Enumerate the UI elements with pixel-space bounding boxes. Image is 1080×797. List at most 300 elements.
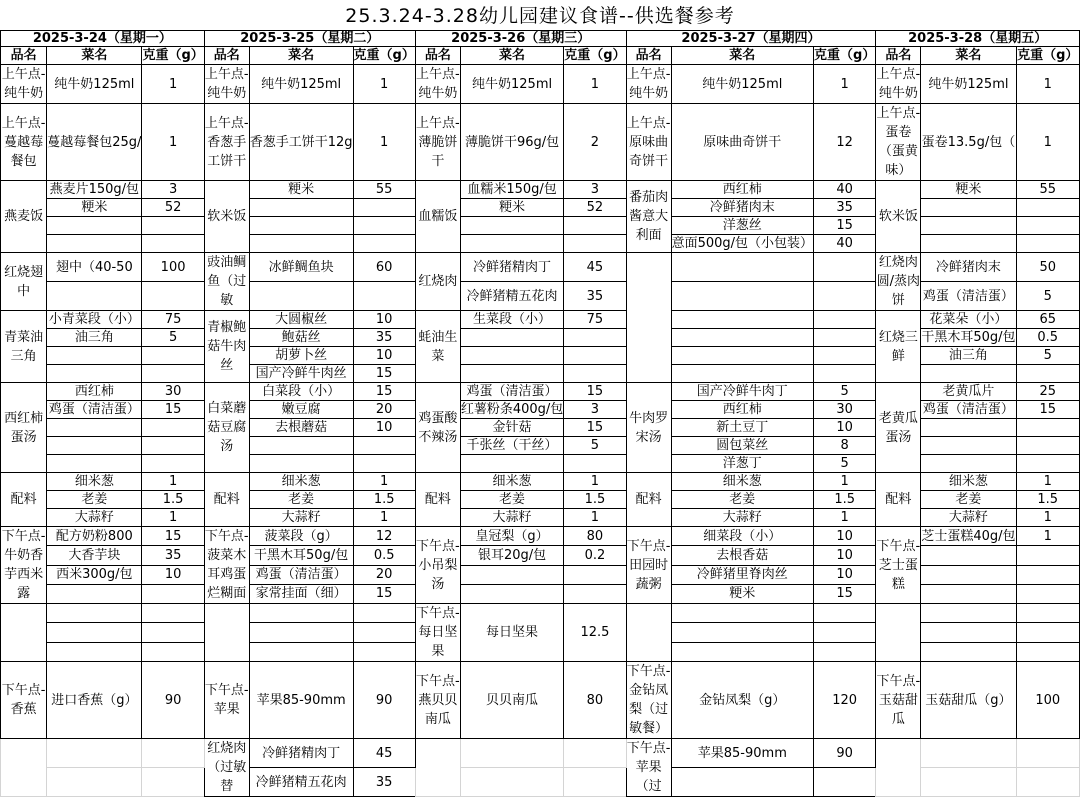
ingredient: 贝贝南瓜 — [460, 662, 563, 739]
ingredient: 纯牛奶125ml — [921, 65, 1016, 104]
dish-name: 下午点-芝士蛋糕 — [876, 527, 921, 604]
ingredient: 嫩豆腐 — [249, 401, 353, 419]
weight: 15 — [353, 584, 415, 603]
weight: 1 — [142, 509, 204, 527]
ingredient — [671, 604, 813, 623]
dish-name: 配料 — [204, 473, 249, 527]
weight: 1 — [564, 509, 626, 527]
dish-name: 上午点-薄脆饼干 — [415, 104, 460, 181]
ingredient — [47, 584, 142, 603]
col-header-ingredient: 菜名 — [460, 47, 563, 65]
ingredient: 大蒜籽 — [921, 509, 1016, 527]
weight: 10 — [353, 419, 415, 437]
empty-cell — [564, 768, 626, 797]
ingredient: 冷鲜猪精五花肉 — [460, 282, 563, 311]
weight: 1 — [353, 509, 415, 527]
col-header-ingredient: 菜名 — [47, 47, 142, 65]
ingredient — [671, 253, 813, 282]
dish-name: 配料 — [415, 473, 460, 527]
dish-name: 上午点-纯牛奶 — [626, 65, 671, 104]
ingredient: 西红柿 — [671, 401, 813, 419]
weight: 15 — [142, 527, 204, 546]
weight: 1 — [142, 473, 204, 491]
ingredient: 西红柿 — [47, 383, 142, 401]
weight: 90 — [353, 662, 415, 739]
ingredient: 白菜段（小） — [249, 383, 353, 401]
empty-cell — [1, 739, 47, 797]
ingredient — [47, 642, 142, 661]
ingredient: 洋葱丁 — [671, 455, 813, 473]
weight — [564, 455, 626, 473]
weight: 0.2 — [564, 546, 626, 565]
weight — [564, 347, 626, 365]
weight: 15 — [142, 401, 204, 419]
menu-row — [1, 311, 1080, 329]
weight: 45 — [564, 253, 626, 282]
dish-name: 配料 — [626, 473, 671, 527]
weight: 1 — [1016, 509, 1079, 527]
ingredient: 意面500g/包（小包装） — [671, 236, 814, 251]
weight — [1016, 623, 1079, 642]
weight: 12.5 — [564, 604, 626, 662]
weight: 10 — [814, 527, 876, 546]
weight — [142, 623, 204, 642]
ingredient: 大香芋块 — [47, 546, 142, 565]
weight — [1016, 584, 1079, 603]
weight: 30 — [814, 401, 876, 419]
empty-cell — [626, 253, 671, 383]
col-header-weight: 克重（g） — [1017, 48, 1079, 63]
ingredient — [921, 604, 1016, 623]
weight: 3 — [564, 401, 626, 419]
ingredient — [47, 419, 142, 437]
ingredient — [249, 623, 353, 642]
weight — [1016, 419, 1079, 437]
ingredient: 蛋卷13.5g/包（ — [921, 104, 1016, 181]
weight: 1 — [1016, 473, 1079, 491]
ingredient: 花菜朵（小） — [921, 311, 1016, 329]
ingredient: 干黑木耳50g/包 — [921, 330, 1016, 345]
dish-name: 下午点-菠菜木耳鸡蛋烂糊面 — [204, 527, 249, 604]
ingredient: 金钻凤梨（g） — [671, 662, 813, 739]
weight: 75 — [564, 311, 626, 329]
weight: 1 — [1016, 527, 1079, 546]
empty-cell — [142, 768, 204, 797]
empty-cell — [47, 768, 142, 797]
weight — [353, 604, 415, 623]
empty-cell — [564, 739, 626, 768]
dish-name: 配料 — [1, 473, 47, 527]
dish-name: 青椒鲍菇牛肉丝 — [204, 311, 249, 383]
ingredient: 油三角 — [921, 347, 1016, 365]
ingredient — [671, 282, 813, 311]
empty-cell — [460, 739, 563, 768]
weight: 35 — [564, 282, 626, 311]
col-header-weight: 克重（g） — [142, 48, 204, 63]
dish-name: 软米饭 — [204, 181, 249, 253]
weight: 120 — [814, 662, 876, 739]
weight: 80 — [564, 662, 626, 739]
ingredient: 细米葱 — [921, 473, 1016, 491]
ingredient — [921, 365, 1016, 383]
weight: 75 — [142, 311, 204, 329]
ingredient — [47, 235, 142, 253]
weight: 1 — [814, 509, 876, 527]
weight: 45 — [353, 739, 415, 768]
ingredient — [921, 419, 1016, 437]
ingredient: 纯牛奶125ml — [249, 65, 353, 104]
ingredient — [47, 437, 142, 455]
weight — [814, 768, 876, 797]
dish-name: 蚝油生菜 — [415, 311, 460, 383]
weight — [564, 217, 626, 235]
weight — [142, 217, 204, 235]
weight: 90 — [814, 739, 876, 768]
weight: 60 — [353, 253, 415, 282]
weight: 30 — [142, 383, 204, 401]
ingredient: 冷鲜猪精肉丁 — [249, 739, 353, 768]
weight: 2 — [564, 104, 626, 181]
ingredient: 细菜段（小） — [671, 527, 813, 546]
ingredient: 干黑木耳50g/包 — [249, 546, 353, 565]
ingredient: 胡萝卜丝 — [249, 347, 353, 365]
weight — [814, 604, 876, 623]
weight — [1016, 437, 1079, 455]
empty-cell — [460, 768, 563, 797]
page-title: 25.3.24-3.28幼儿园建议食谱--供选餐参考 — [345, 5, 735, 27]
dish-name: 红烧肉圆/蒸肉饼 — [876, 253, 921, 311]
dish-name: 牛肉罗宋汤 — [626, 383, 671, 473]
ingredient: 血糯米150g/包 — [460, 181, 563, 199]
menu-row — [1, 739, 1080, 768]
col-header-ingredient: 菜名 — [249, 47, 353, 65]
ingredient — [47, 455, 142, 473]
ingredient — [671, 768, 813, 797]
ingredient: 燕麦片150g/包 — [47, 181, 142, 199]
dish-name: 白菜蘑菇豆腐汤 — [204, 383, 249, 473]
weight: 55 — [1016, 181, 1079, 199]
weight — [564, 329, 626, 347]
menu-table — [0, 30, 1080, 797]
col-header-weight: 克重（g） — [353, 48, 415, 63]
weight — [142, 604, 204, 623]
day-header-fri: 2025-3-28（星期五） — [876, 31, 1080, 47]
weight: 40 — [814, 235, 876, 253]
ingredient: 细米葱 — [47, 473, 142, 491]
menu-row — [1, 527, 1080, 546]
ingredient — [671, 623, 813, 642]
ingredient: 冷鲜猪肉末 — [921, 253, 1016, 282]
ingredient — [671, 365, 813, 383]
ingredient: 新土豆丁 — [671, 419, 813, 437]
weight — [353, 437, 415, 455]
weight: 0.5 — [1016, 329, 1079, 347]
dish-name: 软米饭 — [876, 181, 921, 253]
ingredient: 冷鲜猪肉末 — [671, 199, 813, 217]
ingredient — [249, 642, 353, 661]
dish-name: 番茄肉酱意大利面 — [626, 181, 671, 253]
ingredient: 冷鲜猪精肉丁 — [460, 253, 563, 282]
weight: 52 — [564, 199, 626, 217]
weight — [353, 623, 415, 642]
dish-name: 上午点-纯牛奶 — [1, 65, 47, 104]
weight: 1 — [1016, 65, 1079, 104]
weight: 1 — [814, 473, 876, 491]
dish-name: 血糯饭 — [415, 181, 460, 253]
dish-name: 红烧肉 — [415, 253, 460, 311]
weight: 100 — [142, 253, 204, 282]
ingredient: 圆包菜丝 — [671, 437, 813, 455]
dish-name: 下午点-苹果 — [204, 662, 249, 739]
weight — [353, 199, 415, 217]
dish-name: 上午点-纯牛奶 — [415, 65, 460, 104]
day-header-row — [1, 31, 1080, 47]
weight — [1016, 546, 1079, 565]
weight: 1.5 — [353, 491, 415, 509]
weight: 3 — [142, 181, 204, 199]
ingredient: 小青菜段（小） — [47, 311, 142, 329]
day-header-wed: 2025-3-26（星期三） — [415, 31, 626, 47]
weight — [564, 565, 626, 584]
dish-name: 上午点-蔓越莓餐包 — [1, 104, 47, 181]
weight — [1016, 235, 1079, 253]
weight: 0.5 — [353, 546, 415, 565]
weight — [814, 347, 876, 365]
dish-name: 下午点-苹果（过 — [626, 739, 671, 797]
weight: 50 — [1016, 253, 1079, 282]
ingredient: 皇冠梨（g） — [460, 527, 563, 546]
ingredient: 冰鲜鲷鱼块 — [249, 253, 353, 282]
weight: 52 — [142, 199, 204, 217]
dish-name: 红烧三鲜 — [876, 311, 921, 383]
dish-name: 下午点-玉菇甜瓜 — [876, 662, 921, 739]
weight: 10 — [814, 546, 876, 565]
ingredient: 粳米 — [671, 584, 813, 603]
weight — [1016, 365, 1079, 383]
dish-name: 豉油鲷鱼（过敏 — [204, 253, 249, 311]
ingredient — [460, 217, 563, 235]
ingredient — [460, 455, 563, 473]
ingredient — [249, 235, 353, 253]
weight — [814, 365, 876, 383]
ingredient — [671, 311, 813, 329]
col-header-dish: 品名 — [204, 47, 249, 65]
weight: 1 — [353, 473, 415, 491]
weight: 35 — [353, 329, 415, 347]
empty-cell — [142, 739, 204, 768]
weight: 100 — [1016, 662, 1079, 739]
ingredient: 苹果85-90mm — [671, 739, 813, 768]
weight: 12 — [353, 527, 415, 546]
ingredient: 进口香蕉（g） — [47, 662, 142, 739]
ingredient: 生菜段（小） — [460, 311, 563, 329]
weight — [814, 253, 876, 282]
menu-row — [1, 604, 1080, 623]
ingredient — [460, 584, 563, 603]
weight: 65 — [1016, 311, 1079, 329]
ingredient: 玉菇甜瓜（g） — [921, 662, 1016, 739]
ingredient: 老姜 — [460, 491, 563, 509]
dish-name: 上午点-纯牛奶 — [204, 65, 249, 104]
weight: 90 — [142, 662, 204, 739]
ingredient: 银耳20g/包 — [460, 546, 563, 565]
weight: 15 — [1016, 401, 1079, 419]
ingredient: 冷鲜猪精五花肉 — [249, 768, 353, 797]
weight: 10 — [353, 311, 415, 329]
weight — [564, 584, 626, 603]
menu-row — [1, 65, 1080, 104]
weight: 10 — [814, 565, 876, 584]
empty-cell — [1016, 768, 1079, 797]
col-header-dish: 品名 — [415, 47, 460, 65]
weight: 35 — [142, 546, 204, 565]
dish-name: 下午点-小吊梨汤 — [415, 527, 460, 604]
weight: 1.5 — [564, 491, 626, 509]
weight: 20 — [353, 401, 415, 419]
empty-cell — [415, 739, 460, 797]
ingredient — [921, 623, 1016, 642]
weight — [353, 217, 415, 235]
ingredient — [671, 329, 813, 347]
weight: 1.5 — [142, 491, 204, 509]
weight — [1016, 565, 1079, 584]
dish-name: 青菜油三角 — [1, 311, 47, 383]
menu-row — [1, 253, 1080, 282]
menu-row — [1, 104, 1080, 181]
ingredient: 翅中（40-50 — [47, 253, 142, 282]
ingredient — [921, 565, 1016, 584]
ingredient: 千张丝（干丝） — [460, 437, 563, 455]
weight — [142, 282, 204, 311]
ingredient — [921, 642, 1016, 661]
ingredient: 纯牛奶125ml — [671, 65, 813, 104]
ingredient — [47, 365, 142, 383]
day-header-mon: 2025-3-24（星期一） — [1, 31, 205, 47]
weight: 10 — [142, 565, 204, 584]
dish-name: 燕麦饭 — [1, 181, 47, 253]
ingredient: 冷鲜猪里脊肉丝 — [671, 565, 813, 584]
col-header-ingredient: 菜名 — [671, 47, 813, 65]
weight — [814, 329, 876, 347]
weight: 1.5 — [814, 491, 876, 509]
weight — [353, 235, 415, 253]
ingredient — [460, 235, 563, 253]
ingredient — [460, 565, 563, 584]
ingredient — [671, 642, 813, 661]
weight: 35 — [353, 768, 415, 797]
ingredient — [921, 235, 1016, 253]
weight: 5 — [142, 329, 204, 347]
ingredient: 鸡蛋（清洁蛋） — [249, 565, 353, 584]
weight: 12 — [814, 104, 876, 181]
ingredient — [47, 623, 142, 642]
ingredient: 纯牛奶125ml — [47, 65, 142, 104]
dish-name: 配料 — [876, 473, 921, 527]
ingredient: 老姜 — [671, 491, 813, 509]
ingredient — [47, 604, 142, 623]
dish-name: 下午点-香蕉 — [1, 662, 47, 739]
ingredient: 薄脆饼干96g/包 — [460, 104, 563, 181]
dish-name: 上午点-蛋卷（蛋黄味） — [876, 104, 921, 181]
col-header-ingredient: 菜名 — [921, 47, 1016, 65]
ingredient: 纯牛奶125ml — [460, 65, 563, 104]
ingredient: 每日坚果 — [460, 604, 563, 662]
day-header-tue: 2025-3-25（星期二） — [204, 31, 415, 47]
menu-row — [1, 181, 1080, 199]
weight: 8 — [814, 437, 876, 455]
empty-cell — [1, 604, 47, 662]
ingredient — [921, 455, 1016, 473]
ingredient: 鲍菇丝 — [249, 329, 353, 347]
empty-cell — [921, 739, 1016, 768]
weight: 80 — [564, 527, 626, 546]
ingredient: 鸡蛋（清洁蛋） — [460, 383, 563, 401]
weight — [1016, 455, 1079, 473]
ingredient — [921, 584, 1016, 603]
weight: 1 — [353, 104, 415, 181]
ingredient — [921, 217, 1016, 235]
dish-name: 红烧翅中 — [1, 253, 47, 311]
ingredient: 原味曲奇饼干 — [671, 104, 813, 181]
dish-name: 下午点-金钻凤梨（过敏餐） — [626, 662, 671, 739]
empty-cell — [204, 604, 249, 662]
ingredient: 细米葱 — [460, 473, 563, 491]
weight: 5 — [814, 383, 876, 401]
ingredient — [47, 282, 142, 311]
weight: 15 — [814, 584, 876, 603]
ingredient: 苹果85-90mm — [249, 662, 353, 739]
ingredient — [671, 347, 813, 365]
ingredient — [249, 282, 353, 311]
ingredient — [47, 347, 142, 365]
ingredient: 香葱手工饼干12g — [249, 104, 353, 181]
ingredient: 老姜 — [249, 491, 353, 509]
weight — [353, 282, 415, 311]
weight: 5 — [1016, 282, 1079, 311]
weight: 15 — [564, 419, 626, 437]
ingredient — [460, 329, 563, 347]
weight — [142, 455, 204, 473]
ingredient: 菠菜段（g） — [249, 527, 353, 546]
weight: 1 — [564, 65, 626, 104]
ingredient: 红薯粉条400g/包 — [460, 402, 564, 417]
weight — [142, 347, 204, 365]
weight — [1016, 642, 1079, 661]
weight — [142, 437, 204, 455]
weight: 5 — [1016, 347, 1079, 365]
ingredient: 细米葱 — [249, 473, 353, 491]
weight: 10 — [353, 347, 415, 365]
ingredient — [460, 365, 563, 383]
ingredient: 粳米 — [460, 199, 563, 217]
ingredient — [249, 199, 353, 217]
weight: 1 — [564, 473, 626, 491]
weight: 15 — [353, 383, 415, 401]
dish-name: 鸡蛋酸不辣汤 — [415, 383, 460, 473]
ingredient: 鸡蛋（清洁蛋） — [921, 282, 1016, 311]
ingredient — [460, 347, 563, 365]
empty-cell — [1016, 739, 1079, 768]
dish-name: 上午点-原味曲奇饼干 — [626, 104, 671, 181]
weight: 1.5 — [1016, 491, 1079, 509]
col-header-dish: 品名 — [876, 47, 921, 65]
dish-name: 红烧肉（过敏替 — [204, 739, 249, 797]
ingredient: 大圆椒丝 — [249, 311, 353, 329]
ingredient — [921, 546, 1016, 565]
ingredient — [47, 217, 142, 235]
weight: 40 — [814, 181, 876, 199]
ingredient: 老姜 — [921, 491, 1016, 509]
